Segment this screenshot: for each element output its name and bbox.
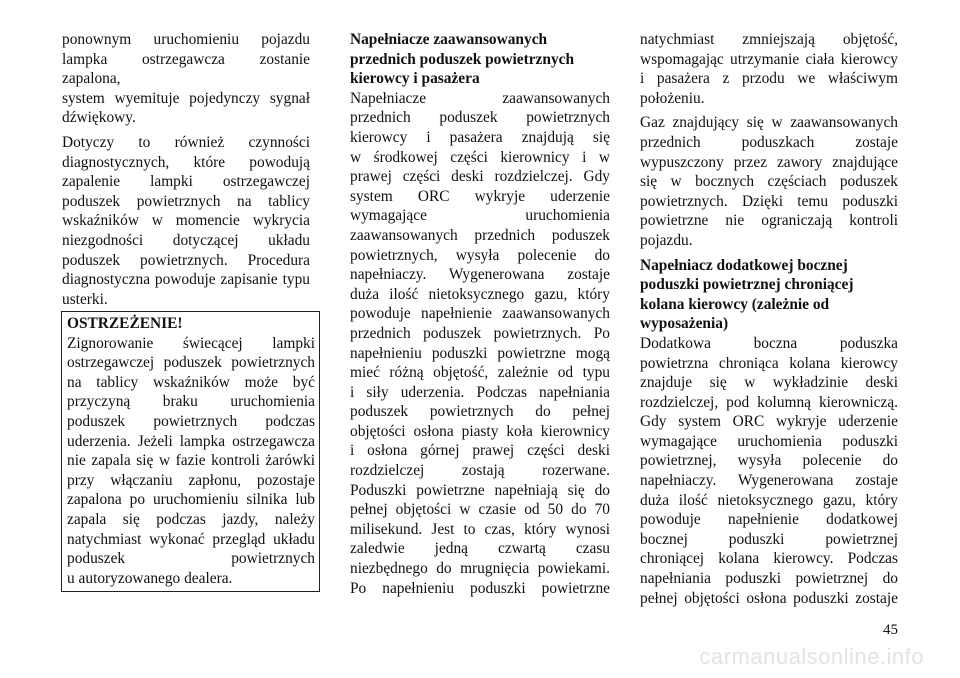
- text-line: powietrznych, wysyła polecenie do: [350, 246, 610, 264]
- text-line: powietrzne nie ograniczają kontroli: [640, 212, 898, 230]
- text-line: zapalona po uruchomieniu silnika lub: [67, 491, 315, 509]
- text-line: napełnieniu poduszki powietrzne mogą: [350, 344, 610, 362]
- text-line: usterki.: [62, 290, 108, 308]
- text-line: wspomagając utrzymanie ciała kierowcy: [640, 50, 898, 68]
- text-line: przyczyną braku uruchomienia: [67, 393, 315, 411]
- section-heading-front-airbags: [350, 30, 610, 89]
- text-line: rozdzielczej, pod kolumną kierowniczą.: [640, 393, 898, 411]
- text-line: napełniania poduszki powietrznej do: [640, 570, 898, 588]
- text-line: Dotyczy to również czynności: [62, 133, 310, 151]
- text-line: wymagające uruchomienia poduszki: [640, 432, 898, 450]
- text-line: pełnej objętości w czasie od 50 do 70: [350, 501, 610, 519]
- text-line: ostrzegawczej poduszek powietrznych: [67, 354, 315, 372]
- text-line: powoduje napełnienie zaawansowanych: [350, 305, 610, 323]
- text-line: duża ilość nietoksycznego gazu, który: [640, 491, 898, 509]
- text-line: przednich poduszek powietrznych: [350, 109, 610, 127]
- section-heading-knee-airbag: [640, 256, 898, 334]
- text-line: prawej części deski rozdzielczej. Gdy: [350, 168, 610, 186]
- text-line: diagnostyczna powoduje zapisanie typu: [62, 271, 310, 289]
- text-line: kierowcy i pasażera znajdują się: [350, 128, 610, 146]
- text-line: zaawansowanych przednich poduszek: [350, 226, 610, 244]
- text-line: rozdzielczej zostają rozerwane.: [350, 462, 610, 480]
- paragraph-gas-release: [640, 113, 898, 250]
- text-line: uderzenia. Jeżeli lampka ostrzegawcza: [67, 432, 315, 450]
- text-line: się w bocznych częściach poduszek: [640, 173, 898, 191]
- text-line: przy włączaniu zapłonu, pozostaje: [67, 471, 315, 489]
- text-line: u autoryzowanego dealera.: [67, 569, 233, 587]
- warning-title: OSTRZEŻENIE!: [67, 315, 183, 332]
- text-line: przednich poduszek powietrznych: [350, 50, 575, 68]
- text-line: system wyemituje pojedynczy sygnał: [62, 89, 310, 107]
- column-right: [640, 30, 898, 608]
- text-line: system ORC wykryje uderzenie: [350, 187, 610, 205]
- text-line: zapalenie lampki ostrzegawczej: [62, 173, 310, 191]
- text-line: poduszek powietrznych podczas: [67, 412, 315, 430]
- text-line: w środkowej części kierownicy i w: [350, 148, 610, 166]
- text-line: powoduje napełnienie dodatkowej: [640, 511, 898, 529]
- page-number: 45: [883, 622, 898, 638]
- text-line: natychmiast wykonać przegląd układu: [67, 530, 315, 548]
- text-line: poduszek powietrznych: [67, 550, 315, 568]
- text-line: poduszek powietrznych do pełnej: [350, 403, 610, 421]
- text-line: napełniaczy. Wygenerowana zostaje: [640, 472, 898, 490]
- warning-box: [61, 311, 320, 592]
- text-line: powietrznych. Dzięki temu poduszki: [640, 192, 898, 210]
- text-line: Dodatkowa boczna poduszka: [640, 334, 898, 352]
- text-line: mieć różną objętość, zależnie od typu: [350, 364, 610, 382]
- text-line: wyposażenia): [640, 315, 729, 333]
- column-left: [62, 30, 310, 314]
- text-line: Napełniacz dodatkowej bocznej: [640, 256, 848, 274]
- text-line: chroniącej kolana kierowcy. Podczas: [640, 550, 898, 568]
- text-line: Zignorowanie świecącej lampki: [67, 334, 315, 352]
- text-line: nie zapala się w fazie kontroli żarówki: [67, 452, 315, 470]
- text-line: objętości osłona piasty koła kierownicy: [350, 422, 610, 440]
- text-line: niezgodności dotyczącej układu: [62, 231, 310, 249]
- text-line: wypuszczony przez zawory znajdujące: [640, 153, 898, 171]
- text-line: Gaz znajdujący się w zaawansowanych: [640, 114, 898, 132]
- text-line: i osłona górnej prawej części deski: [350, 442, 610, 460]
- text-line: powietrzna chroniąca kolana kierowcy: [640, 354, 898, 372]
- text-line: dźwiękowy.: [62, 109, 136, 127]
- text-line: Napełniacze zaawansowanych: [350, 89, 610, 107]
- text-line: wskaźników w momencie wykrycia: [62, 212, 310, 230]
- paragraph-front-airbags: [350, 89, 610, 598]
- text-line: lampka ostrzegawcza zostanie zapalona,: [62, 50, 310, 88]
- text-line: milisekund. Jest to czas, który wynosi: [350, 520, 610, 538]
- watermark-logo: carmanualsonline.info: [699, 644, 924, 669]
- text-line: niezbędnego do mrugnięcia powiekami.: [350, 560, 610, 578]
- text-line: zaledwie jedną czwartą czasu: [350, 540, 610, 558]
- text-line: kolana kierowcy (zależnie od: [640, 295, 830, 313]
- text-line: kierowcy i pasażera: [350, 70, 480, 88]
- text-line: przednich poduszkach zostaje: [640, 133, 898, 151]
- text-line: ponownym uruchomieniu pojazdu: [62, 31, 310, 48]
- paragraph-deflation: [640, 30, 898, 108]
- text-line: diagnostycznych, które powodują: [62, 153, 310, 171]
- column-middle: [350, 30, 610, 603]
- paragraph-diagnostics: [62, 133, 310, 309]
- text-line: poduszki powietrznej chroniącej: [640, 276, 854, 294]
- text-line: pełnej objętości osłona poduszki zostaje: [640, 589, 898, 607]
- text-line: Poduszki powietrzne napełniają się do: [350, 481, 610, 499]
- text-line: wymagające uruchomienia: [350, 207, 610, 225]
- text-line: natychmiast zmniejszają objętość,: [640, 31, 898, 48]
- text-line: na tablicy wskaźników może być: [67, 373, 315, 391]
- text-line: położeniu.: [640, 89, 705, 107]
- text-line: pojazdu.: [640, 231, 693, 249]
- text-line: Gdy system ORC wykryje uderzenie: [640, 413, 898, 431]
- text-line: bocznej poduszki powietrznej: [640, 530, 898, 548]
- text-line: powietrznej, wysyła polecenie do: [640, 452, 898, 470]
- text-line: Po napełnieniu poduszki powietrzne: [350, 579, 610, 597]
- paragraph-knee-airbag: [640, 334, 898, 608]
- text-line: i pasażera z przodu we właściwym: [640, 70, 898, 88]
- text-line: napełniaczy. Wygenerowana zostaje: [350, 266, 610, 284]
- text-line: poduszek powietrznych. Procedura: [62, 251, 310, 269]
- text-line: przednich poduszek powietrznych. Po: [350, 324, 610, 342]
- text-line: poduszek powietrznych na tablicy: [62, 192, 310, 210]
- text-line: i siły uderzenia. Podczas napełniania: [350, 383, 610, 401]
- warning-text: [67, 334, 315, 589]
- text-line: Napełniacze zaawansowanych: [350, 31, 548, 48]
- paragraph-intro: [62, 30, 310, 128]
- text-line: zapala się podczas jazdy, należy: [67, 510, 315, 528]
- text-line: znajduje się w wykładzinie deski: [640, 374, 898, 392]
- text-line: duża ilość nietoksycznego gazu, który: [350, 285, 610, 303]
